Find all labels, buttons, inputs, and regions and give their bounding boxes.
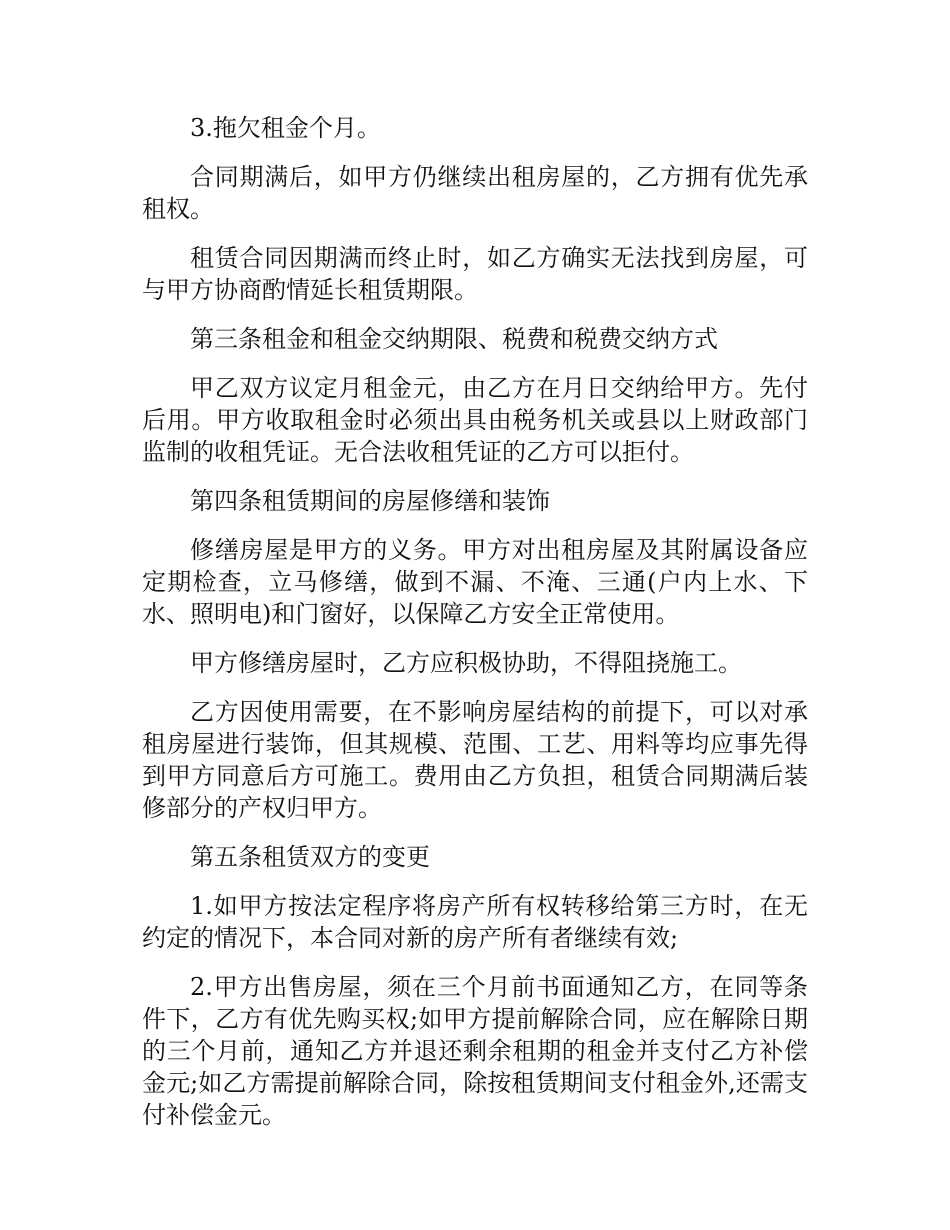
paragraph-ownership-transfer: 1.如甲方按法定程序将房产所有权转移给第三方时，在无约定的情况下，本合同对新的房产所有者继续有效;	[142, 892, 808, 952]
heading-article-3: 第三条租金和租金交纳期限、税费和税费交纳方式	[190, 325, 718, 353]
paragraph-repair-duty: 修缮房屋是甲方的义务。甲方对出租房屋及其附属设备应定期检查，立马修缮，做到不漏、不淹、三通(户内上水、下水、照明电)和门窗好，以保障乙方安全正常使用。	[142, 536, 808, 628]
document-page	[142, 112, 808, 1148]
paragraph-priority-renewal: 合同期满后，如甲方仍继续出租房屋的，乙方拥有优先承租权。	[142, 163, 808, 223]
heading-article-4: 第四条租赁期间的房屋修缮和装饰	[190, 487, 550, 515]
paragraph-extension: 租赁合同因期满而终止时，如乙方确实无法找到房屋，可与甲方协商酌情延长租赁期限。	[142, 244, 808, 304]
paragraph-sale-termination: 2.甲方出售房屋，须在三个月前书面通知乙方，在同等条件下，乙方有优先购买权;如甲方提前解除合同，应在解除日期的三个月前，通知乙方并退还剩余租期的租金并支付乙方补偿金元;如乙方需提前解除合同，除按租赁期间支付租金外,还需支付补偿金元。	[142, 973, 808, 1129]
heading-article-5: 第五条租赁双方的变更	[190, 843, 430, 871]
paragraph-repair-assist: 甲方修缮房屋时，乙方应积极协助，不得阻挠施工。	[190, 649, 742, 677]
paragraph-rent-payment: 甲乙双方议定月租金元，由乙方在月日交纳给甲方。先付后用。甲方收取租金时必须出具由税务机关或县以上财政部门监制的收租凭证。无合法收租凭证的乙方可以拒付。	[142, 374, 808, 466]
paragraph-overdue-rent: 3.拖欠租金个月。	[190, 114, 381, 142]
paragraph-decoration: 乙方因使用需要，在不影响房屋结构的前提下，可以对承租房屋进行装饰，但其规模、范围、工艺、用料等均应事先得到甲方同意后方可施工。费用由乙方负担，租赁合同期满后装修部分的产权归甲方。	[142, 698, 808, 822]
